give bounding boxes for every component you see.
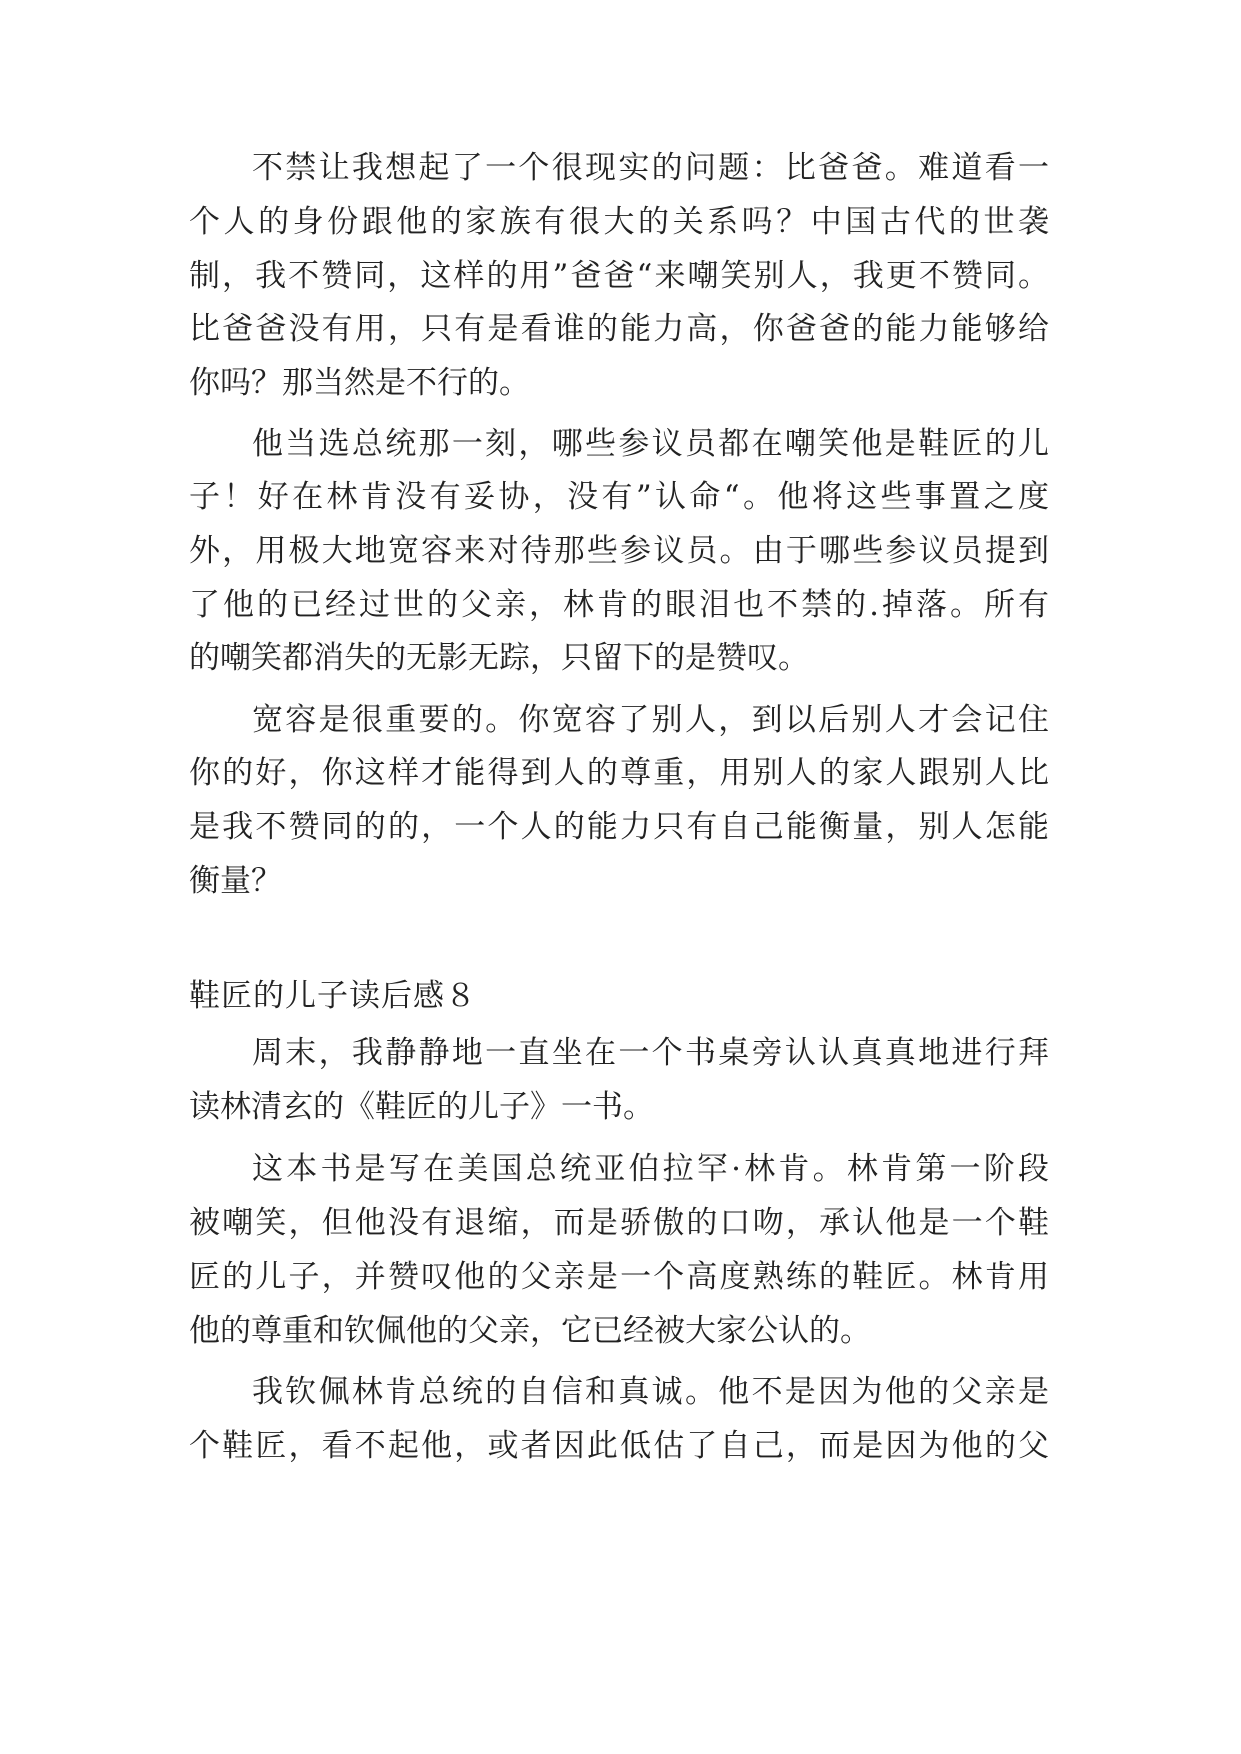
paragraph-6-line-1: 我钦佩林肯总统的自信和真诚。他不是因为他的父亲是 [252,1374,1049,1410]
paragraph-2-line-3: 外，用极大地宽容来对待那些参议员。由于哪些参议员提到 [189,533,1049,569]
paragraph-3-line-2: 你的好，你这样才能得到人的尊重，用别人的家人跟别人比 [189,755,1049,791]
paragraph-2-line-5: 的嘲笑都消失的无影无踪，只留下的是赞叹。 [189,640,809,676]
paragraph-2-line-2: 子！好在林肯没有妥协，没有”认命“。他将这些事置之度 [189,479,1049,515]
paragraph-1-line-2: 个人的身份跟他的家族有很大的关系吗？中国古代的世袭 [189,204,1049,240]
section-heading: 鞋匠的儿子读后感８ [189,978,477,1014]
paragraph-3-line-4: 衡量？ [189,863,282,899]
paragraph-5-line-2: 被嘲笑，但他没有退缩，而是骄傲的口吻，承认他是一个鞋 [189,1205,1049,1241]
paragraph-1-line-3: 制，我不赞同，这样的用”爸爸“来嘲笑别人，我更不赞同。 [189,258,1049,294]
document-page [189,0,1049,1754]
paragraph-4-line-1: 周末，我静静地一直坐在一个书桌旁认认真真地进行拜 [252,1035,1049,1071]
paragraph-5-line-1: 这本书是写在美国总统亚伯拉罕·林肯。林肯第一阶段 [252,1151,1049,1187]
paragraph-5-line-4: 他的尊重和钦佩他的父亲，它已经被大家公认的。 [189,1313,871,1349]
paragraph-4-line-2: 读林清玄的《鞋匠的儿子》一书。 [189,1089,654,1125]
paragraph-1-line-4: 比爸爸没有用，只有是看谁的能力高，你爸爸的能力能够给 [189,311,1049,347]
paragraph-6-line-2: 个鞋匠，看不起他，或者因此低估了自己，而是因为他的父 [189,1428,1049,1464]
paragraph-2-line-1: 他当选总统那一刻，哪些参议员都在嘲笑他是鞋匠的儿 [252,426,1049,462]
paragraph-5-line-3: 匠的儿子，并赞叹他的父亲是一个高度熟练的鞋匠。林肯用 [189,1259,1049,1295]
paragraph-3-line-1: 宽容是很重要的。你宽容了别人，到以后别人才会记住 [252,702,1049,738]
paragraph-1-line-1: 不禁让我想起了一个很现实的问题：比爸爸。难道看一 [252,150,1049,186]
paragraph-2-line-4: 了他的已经过世的父亲，林肯的眼泪也不禁的.掉落。所有 [189,587,1049,623]
paragraph-3-line-3: 是我不赞同的的，一个人的能力只有自己能衡量，别人怎能 [189,809,1049,845]
paragraph-1-line-5: 你吗？那当然是不行的。 [189,365,530,401]
